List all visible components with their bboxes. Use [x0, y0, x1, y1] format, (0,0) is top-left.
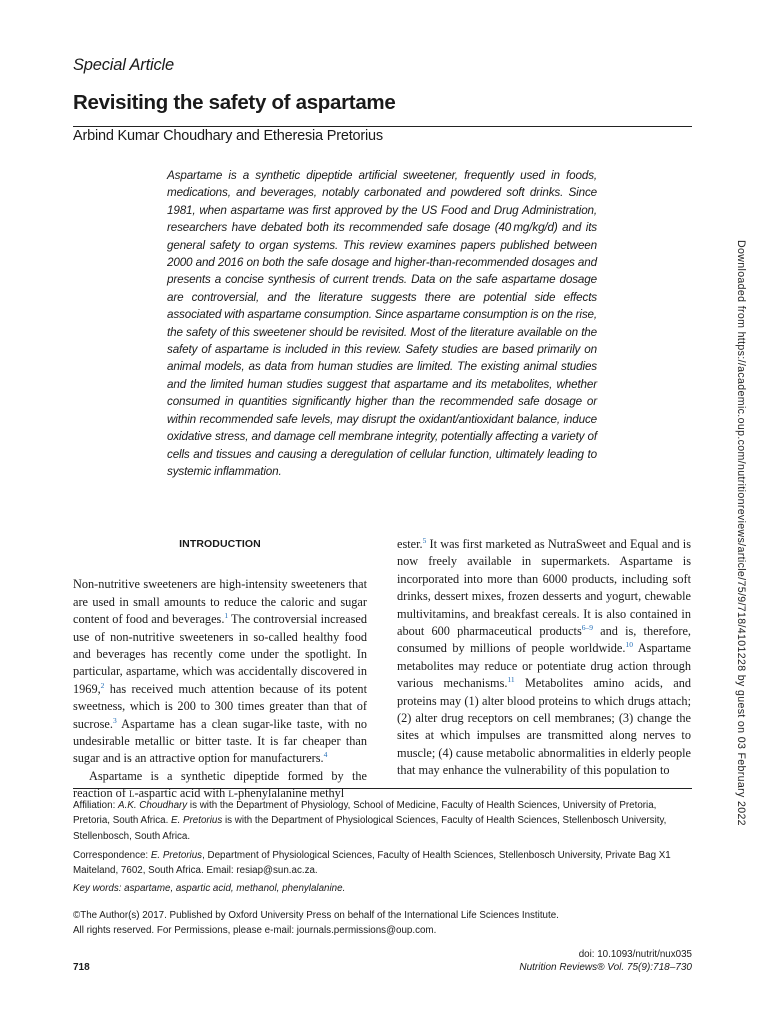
left-column [73, 536, 367, 803]
citation-4[interactable]: 4 [323, 750, 328, 760]
footnote-rule [73, 788, 692, 789]
top-rule [73, 126, 692, 127]
citation-5[interactable]: 5 [422, 535, 427, 545]
copyright-note: ©The Author(s) 2017. Published by Oxford University Press on behalf of the International Life Sciences Institute. All rights reserved. For Permissions, please e-mail: journals.permissions@oup.com. [73, 910, 559, 937]
section-label: Special Article [73, 56, 174, 74]
citation-10[interactable]: 10 [625, 640, 633, 650]
citation-11[interactable]: 11 [507, 675, 515, 685]
intro-paragraph-2: Aspartame is a synthetic dipeptide formed by the reaction of l-aspartic acid with l-phenylalanine methyl [73, 768, 367, 801]
abstract: Aspartame is a synthetic dipeptide artificial sweetener, frequently used in foods, medications, and beverages, notably carbonated and powdered soft drinks. Since 1981, when aspartame was first approved by the US Food and Drug Administration, researchers have debated both its recommended safe dosage (40 mg/kg/d) and its general safety to organ systems. This review examines papers published between 2000 and 2016 on both the safe dosage and higher-than-recommended dosages and presents a concise synthesis of current trends. Data on the safe aspartame dosage are controversial, and the literature suggests there are potential side effects associated with aspartame consumption. Since aspartame consumption is on the rise, the safety of this sweetener should be revisited. Most of the literature available on the safety of aspartame is included in this review. Safety studies are based primarily on animal models, as data from human studies are limited. The existing animal studies and the limited human studies suggest that aspartame and its metabolites, whether consumed in quantities significantly higher than the recommended safe dosage or within recommended safe levels, may disrupt the oxidant/antioxidant balance, induce oxidative stress, and damage cell membrane integrity, potentially affecting a variety of cells and tissues and causing a deregulation of cellular function, ultimately leading to systemic inflammation. [167, 169, 597, 478]
journal-reference: Nutrition Reviews® Vol. 75(9):718–730 [519, 962, 692, 973]
citation-1[interactable]: 1 [224, 611, 229, 621]
page-number: 718 [73, 962, 90, 973]
intro-paragraph-1: Non-nutritive sweeteners are high-intensity sweeteners that are used in small amounts to reduce the caloric and sugar content of food and beverages.$^1$ The controversial increased use of non-nutritive sweeteners in so-called healthy food and beverages has recently come under the spotlight. In particular, aspartame, which was accidentally discovered in 1969,$^2$ has received much attention because of its potent sweetness, which is 200 to 300 times greater than that of sucrose.$^3$ Aspartame has a clean sugar-like taste, with no undesirable metallic or bitter taste. It is far cheaper than sugar and is an attractive option for manufacturers.$^4$ [73, 577, 367, 766]
doi-link[interactable]: doi: 10.1093/nutrit/nux035 [578, 949, 692, 960]
affiliation-note: Affiliation: A.K. Choudhary is with the Department of Physiology, School of Medicine, Faculty of Health Sciences, University of Pretoria, Pretoria, South Africa. E. Pretorius is with the Department of Physiological Sciences, Faculty of Health Sciences, Stellenbosch University, Stellenbosch, South Africa. [73, 800, 667, 842]
correspondence-note: Correspondence: E. Pretorius, Department of Physiological Sciences, Faculty of Health Sciences, Stellenbosch University, Private Bag X1 Maiteland, 7602, South Africa. Email: resiap@sun.ac.za. [73, 850, 671, 877]
keywords-note: Key words: aspartame, aspartic acid, methanol, phenylalanine. [73, 883, 346, 894]
intro-paragraph-3: ester.$^5$ It was first marketed as NutraSweet and Equal and is now freely available in supermarkets. Aspartame is incorporated into more than 6000 products, including soft drinks, dessert mixes, frozen desserts and yogurt, chewable multivitamins, and breakfast cereals. It is also contained in about 600 pharmaceutical products$^{6-9}$ and is, therefore, consumed by millions of people worldwide.$^{10}$ Aspartame metabolites may reduce or potentiate drug action through various mechanisms.$^{11}$ Metabolites amino acids, and proteins may (1) alter blood proteins to which drugs attach; (2) alter drug receptors on cell membranes; (3) change the sites at which impulses are transmitted along nerves to muscle; (4) cause metabolic abnormalities in elderly people that may enhance the vulnerability of this population to [397, 535, 692, 778]
citation-2[interactable]: 2 [100, 680, 105, 690]
citation-3[interactable]: 3 [112, 715, 117, 725]
article-title: Revisiting the safety of aspartame [73, 91, 396, 114]
download-watermark: Downloaded from https://academic.oup.com/nutritionreviews/article/75/9/718/4101228 by guest on 03 February 2022 [735, 240, 747, 826]
citation-6-9[interactable]: 6–9 [581, 622, 593, 632]
introduction-heading: INTRODUCTION [179, 538, 261, 550]
right-column [397, 536, 691, 780]
authors: Arbind Kumar Choudhary and Etheresia Pretorius [73, 128, 383, 144]
